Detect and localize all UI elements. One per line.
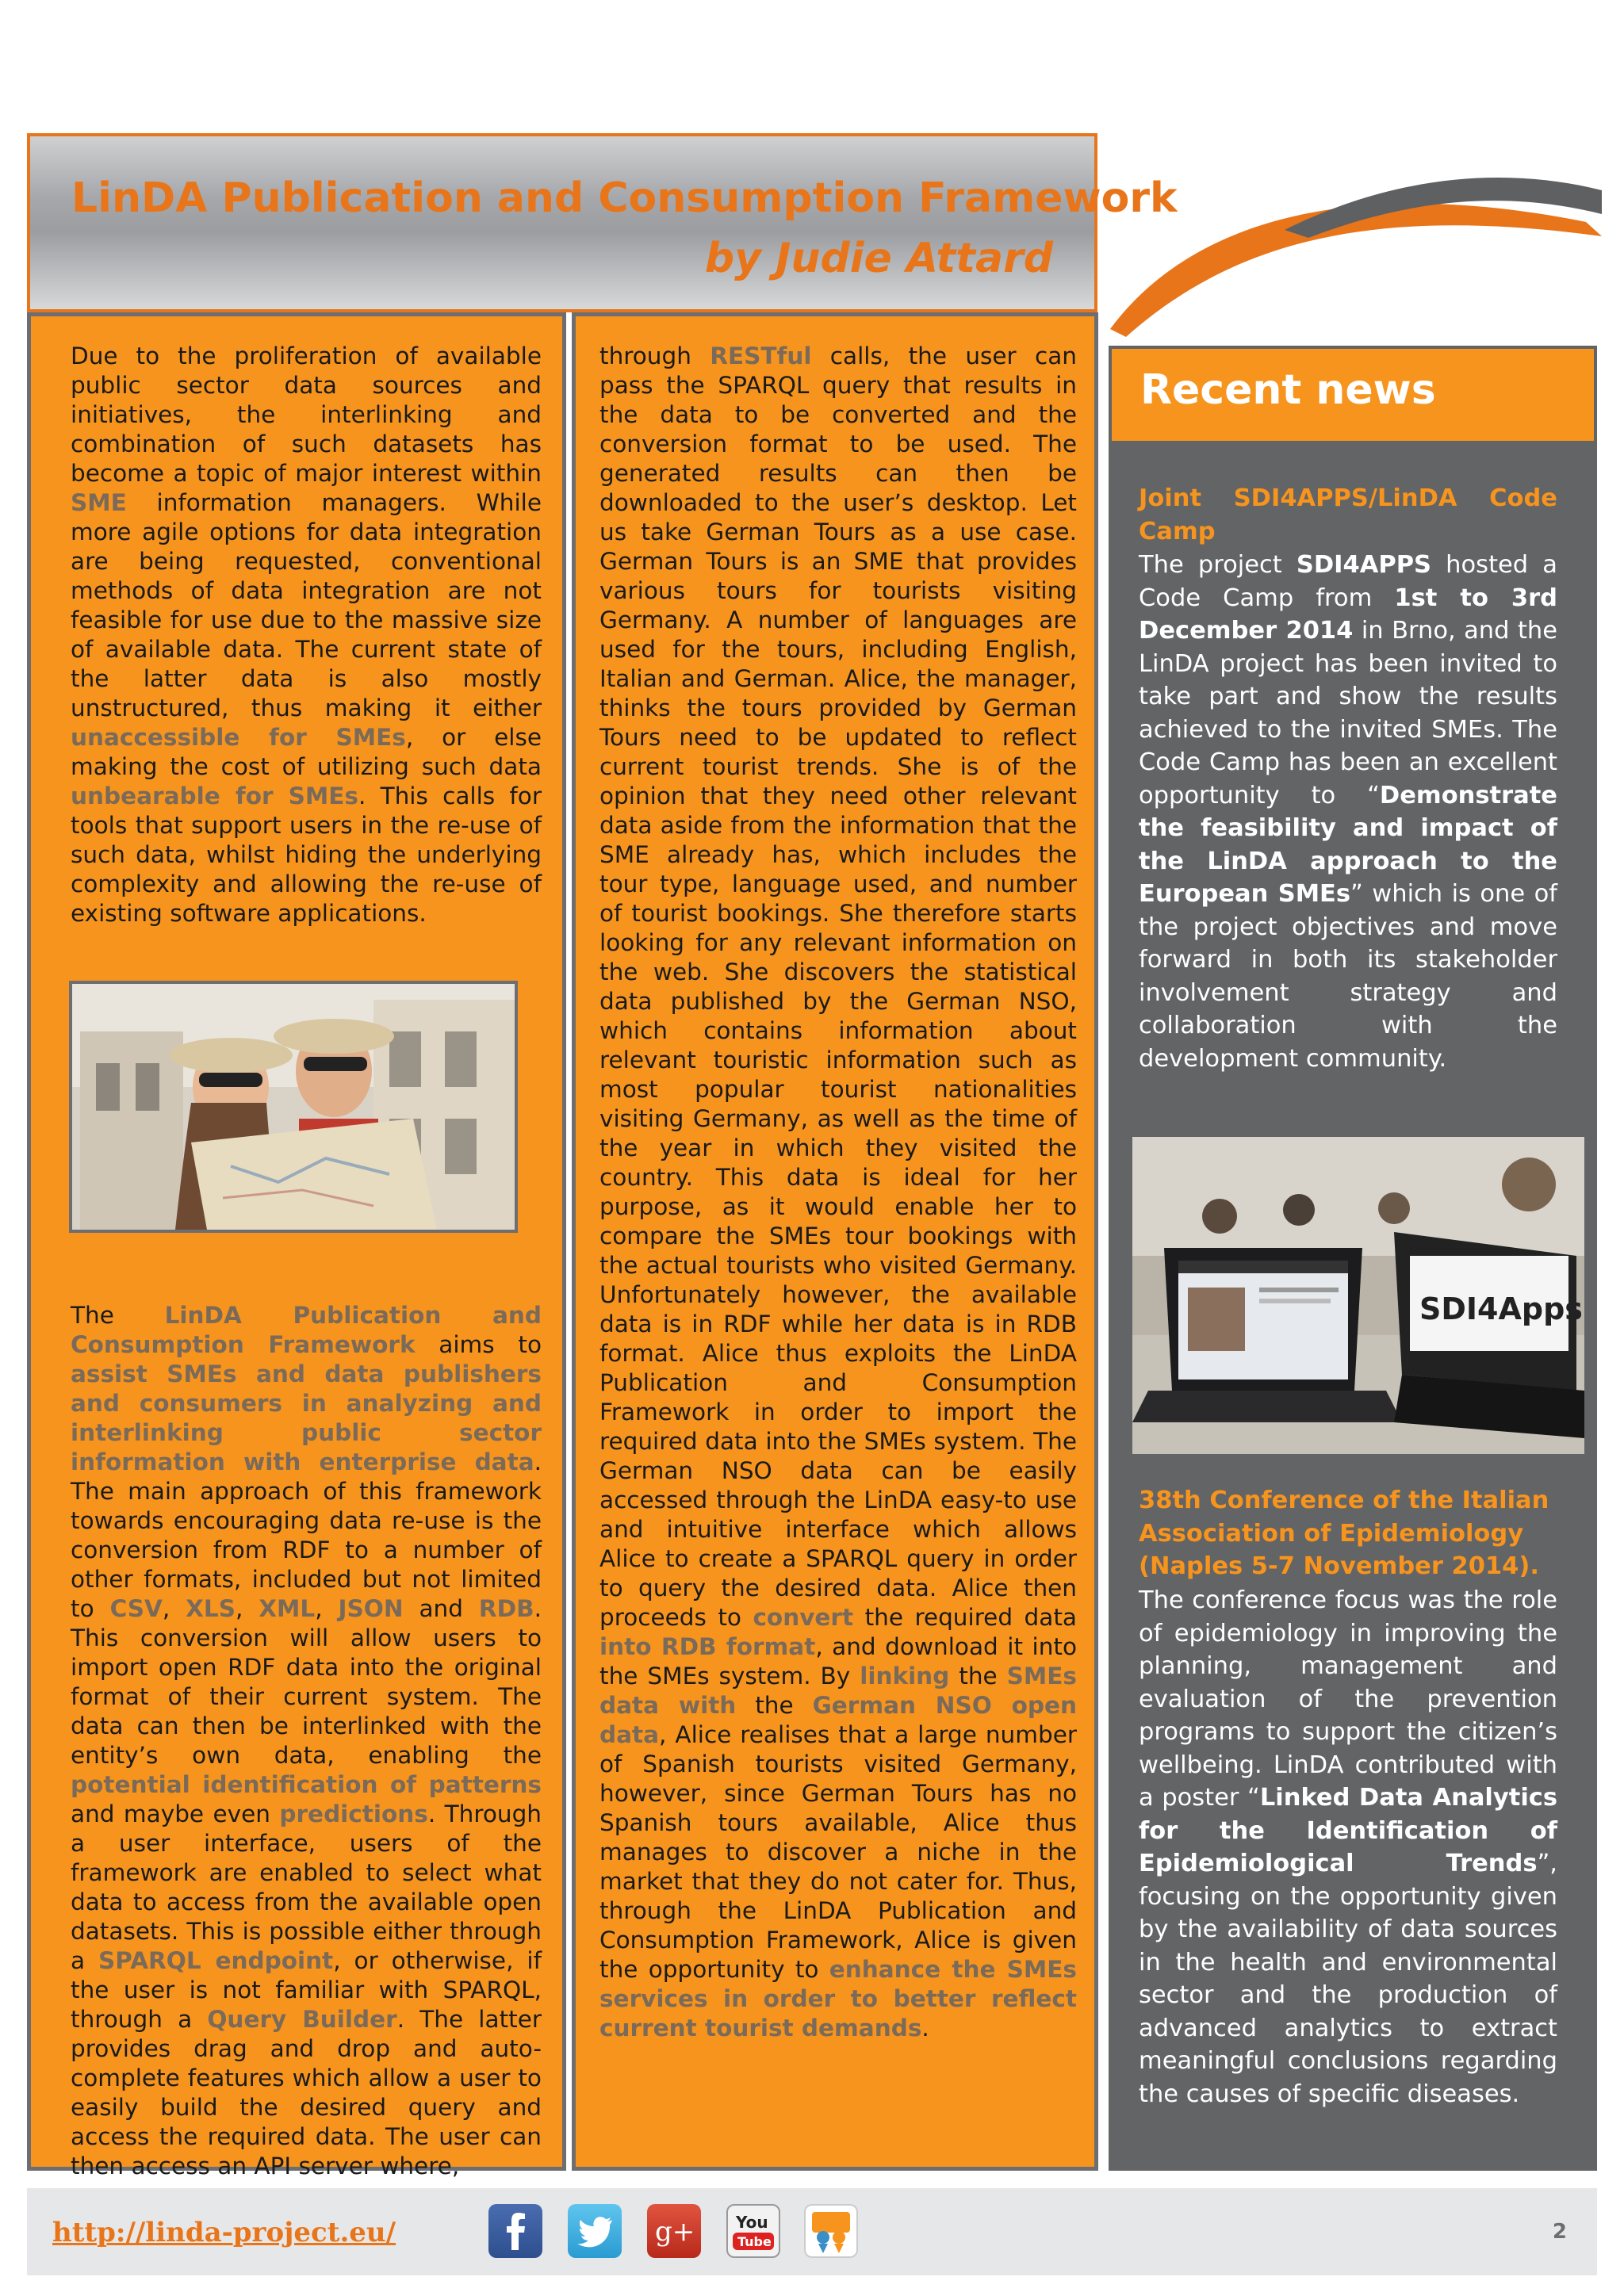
youtube-icon[interactable] — [726, 2204, 780, 2258]
facebook-icon[interactable] — [488, 2204, 542, 2258]
bold-text: Linked Data Analytics for the Identification of Epidemiological Trends — [1139, 1784, 1558, 1877]
highlight-text: XLS — [186, 1595, 236, 1622]
highlight-text: XML — [259, 1595, 316, 1622]
google-plus-icon[interactable] — [647, 2204, 701, 2258]
recent-news-title: Recent news — [1140, 366, 1436, 414]
recent-news-header — [1112, 349, 1594, 441]
page-footer — [27, 2188, 1597, 2275]
news2-body: The conference focus was the role of epidemiology in improving the planning, management and evaluation of the prevention programs to support the citizen’s wellbeing. LinDA contributed with a poster “Linked Data Analytics for the Identification of Epidemiological Trends”, focusing on the opportunity given by the availability of data sources in the health and environmental sector and the production of advanced analytics to extract meaningful conclusions regarding the causes of specific diseases. — [1139, 1586, 1558, 2108]
column1-paragraph-2: The LinDA Publication and Consumption Framework aims to assist SMEs and data publishers and consumers in analyzing and interlinking public sector information with enterprise data. The main approach of this framework towards encouraging data re-use is the conversion from RDF to a number of other formats, included but not limited to CSV, XLS, XML, JSON and RDB. This conversion will allow users to import open RDF data into the original format of their current system. The data can then be interlinked with the entity’s own data, enabling the potential identification of patterns and maybe even predictions. Through a user interface, users of the framework are enabled to select what data to access from the available open datasets. This is possible either through a SPARQL endpoint, or otherwise, if the user is not familiar with SPARQL, through a Query Builder. The latter provides drag and drop and auto-complete features which allow a user to easily build the desired query and access the required data. The user can then access an API server where, — [71, 1302, 542, 2179]
column2-paragraph-1: through RESTful calls, the user can pass the SPARQL query that results in the data to be converted and the conversion format to be used. The generated results can then be downloaded to the user’s desktop. Let us take German Tours as a use case. German Tours is an SME that provides various tours for tourists visiting Germany. A number of languages are used for the tours, including English, Italian and German. Alice, the manager, thinks the tours provided by German Tours need to be updated to reflect current tourist trends. She is of the opinion that they need other relevant data aside from the information that the SME already has, which includes the tour type, language used, and number of tourist bookings. She therefore starts looking for any relevant information on the web. She discovers the statistical data published by the German NSO, which contains information about relevant touristic information such as most popular tourist nationalities visiting Germany, as well as the time of the year in which they visited the country. This data is ideal for her purpose, as it would enable her to compare the SMEs tour bookings with the actual tourists who visited Germany. Unfortunately however, the available data is in RDF while her data is in RDB format. Alice thus exploits the LinDA Publication and Consumption Framework in order to import the required data into the SMEs system. The German NSO data can be easily accessed through the LinDA easy-to use and intuitive interface which allows Alice to create a SPARQL query in order to query the desired data. Alice then proceeds to convert the required data into RDB format, and download it into the SMEs system. By linking the SMEs data with the German NSO open data, Alice realises that a large number of Spanish tourists visited Germany, however, since German Tours has no Spanish tours available, Alice thus manages to discover a niche in the market that they do not cater for. Thus, through the LinDA Publication and Consumption Framework, Alice is given the opportunity to enhance the SMEs services in order to better reflect current tourist demands. — [599, 342, 1078, 2042]
highlight-text: RESTful — [710, 342, 812, 369]
news2-heading: 38th Conference of the Italian Association of Epidemiology (Naples 5-7 November 2014). — [1139, 1487, 1549, 1580]
highlight-text: SPARQL endpoint — [98, 1947, 334, 1974]
article-column-2 — [572, 312, 1098, 2171]
highlight-text: assist SMEs and data publishers and consumers in analyzing and interlinking public sector information with enterprise data — [71, 1360, 542, 1475]
highlight-text: SME — [71, 489, 127, 516]
bold-text: 1st to 3rd December 2014 — [1139, 584, 1558, 645]
highlight-text: Query Builder — [207, 2006, 397, 2033]
article-title: LinDA Publication and Consumption Framework — [71, 174, 1178, 222]
page-number: 2 — [1552, 2220, 1567, 2244]
highlight-text: potential identification of patterns — [71, 1771, 542, 1798]
tourists-photo — [69, 981, 518, 1233]
highlight-text: predictions — [279, 1800, 428, 1827]
website-link[interactable]: http://linda-project.eu/ — [52, 2217, 396, 2248]
highlight-text: RDB — [478, 1595, 534, 1622]
highlight-text: into RDB format — [599, 1633, 816, 1660]
bold-text: Demonstrate the feasibility and impact of the LinDA approach to the European SMEs — [1139, 781, 1557, 908]
highlight-text: CSV — [109, 1595, 163, 1622]
news1-heading: Joint SDI4APPS/LinDA Code Camp — [1139, 484, 1557, 545]
highlight-text: unaccessible for SMEs — [71, 724, 406, 751]
highlight-text: convert — [753, 1604, 854, 1631]
news1-body: The project SDI4APPS hosted a Code Camp from 1st to 3rd December 2014 in Brno, and the LinDA project has been invited to take part and show the results achieved to the invited SMEs. The Code Camp has been an excellent opportunity to “Demonstrate the feasibility and impact of the LinDA approach to the European SMEs” which is one of the project objectives and move forward in both its stakeholder involvement strategy and collaboration with the development community. — [1139, 551, 1558, 1073]
code-camp-photo — [1132, 1137, 1584, 1454]
article-title-box — [27, 133, 1178, 312]
highlight-text: linking — [860, 1663, 950, 1689]
svg-text:Tube: Tube — [737, 2234, 772, 2249]
svg-text:You: You — [736, 2213, 768, 2232]
sdi4apps-sign: SDI4Apps — [1419, 1292, 1583, 1326]
highlight-text: SMEs data with — [599, 1663, 1077, 1719]
highlight-text: enhance the SMEs services in order to better reflect current tourist demands — [599, 1956, 1077, 2042]
twitter-icon[interactable] — [568, 2204, 622, 2258]
article-author: by Judie Attard — [704, 235, 1053, 282]
article-column-1 — [27, 312, 566, 2179]
svg-text:g+: g+ — [655, 2216, 695, 2248]
bold-text: SDI4APPS — [1296, 551, 1432, 579]
highlight-text: LinDA Publication and Consumption Framework — [71, 1302, 542, 1358]
highlight-text: German NSO open data — [599, 1692, 1077, 1748]
slideshare-icon[interactable] — [804, 2204, 858, 2258]
column1-paragraph-1: Due to the proliferation of available public sector data sources and initiatives, the interlinking and combination of such datasets has become a topic of major interest within SME information managers. While more agile options for data integration are being requested, conventional methods of data integration are not feasible for use due to the massive size of available data. The current state of the latter data is also mostly unstructured, thus making it either unaccessible for SMEs, or else making the cost of utilizing such data unbearable for SMEs. This calls for tools that support users in the re-use of such data, whilst hiding the underlying complexity and allowing the re-use of existing software applications. — [71, 342, 542, 927]
highlight-text: JSON — [338, 1595, 404, 1622]
highlight-text: unbearable for SMEs — [71, 783, 358, 809]
